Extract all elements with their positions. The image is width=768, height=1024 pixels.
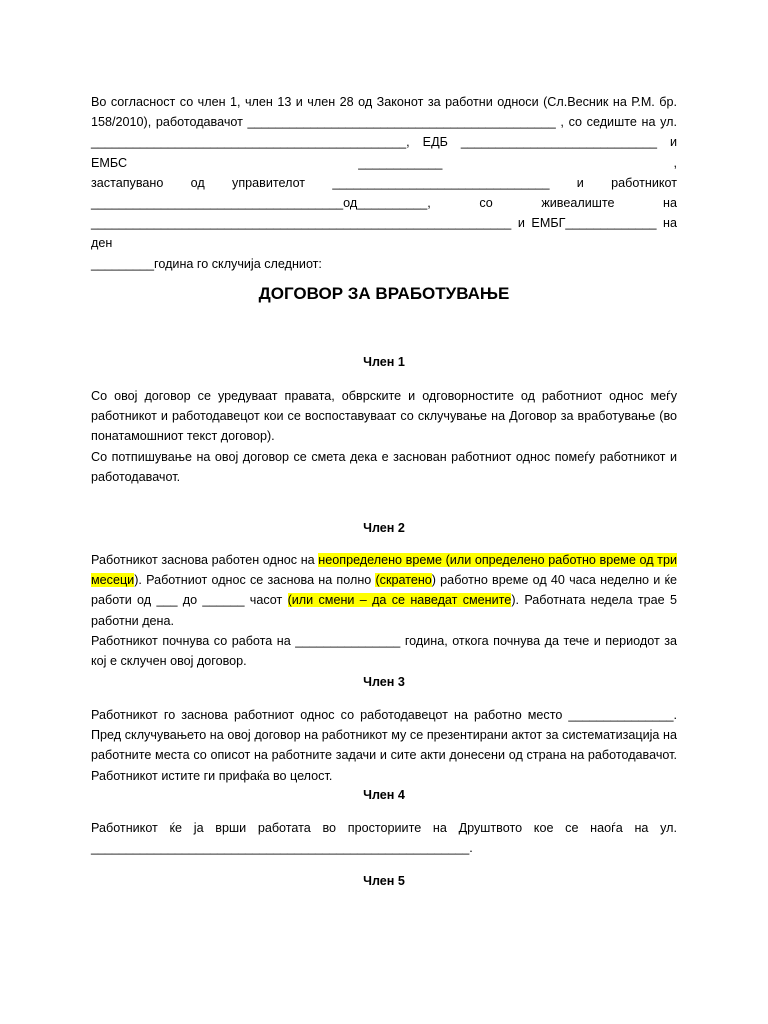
intro-line: застапувано од управителот _______________________________ и работникот bbox=[91, 175, 677, 190]
article-heading: Член 3 bbox=[363, 675, 405, 689]
document-title: ДОГОВОР ЗА ВРАБОТУВАЊЕ bbox=[258, 284, 510, 303]
intro-line: ____________________________________од__________, со живеалиште на bbox=[91, 196, 677, 211]
intro-line: ____________________________________________________________ и ЕМБГ_____________ на ден bbox=[91, 216, 677, 251]
article-2-text: ). Работната недела трае 5 работни дена. bbox=[91, 593, 677, 628]
article-2-text: ) работно време од 40 часа неделно и ќе работи од ___ до ______ часот bbox=[91, 573, 677, 608]
article-heading: Член 2 bbox=[363, 521, 405, 535]
article-3-paragraph: Работникот го заснова работниот однос со работодавецот на работно место _______________. Пред склучувањето на овој договор на работникот му се презентирани актот за систематизација на работните места со описот на работните задачи и сите акти донесени од страна на работодавачот. Работникот истите ги прифаќа во целост. bbox=[91, 708, 677, 783]
highlighted-text: (или смени – да се наведат смените bbox=[287, 593, 512, 608]
highlighted-text: (скратено bbox=[375, 573, 432, 588]
article-heading: Член 4 bbox=[363, 788, 405, 802]
intro-line: Во согласност со член 1, член 13 и член 28 од Законот за работни односи (Сл.Весник на Р.М. бр. bbox=[91, 95, 677, 109]
article-1-body bbox=[91, 386, 677, 487]
article-2-text: Работникот заснова работен однос на bbox=[91, 553, 319, 567]
article-1-paragraph: Со овој договор се уредуваат правата, обврските и одговорностите од работниот однос меѓу работникот и работодавецот кои се воспоставуваат со склучување на Договор за вработување (во понатамошниот текст договор). bbox=[91, 389, 677, 444]
highlighted-text: неопределено време (или определено работно време од три месеци bbox=[91, 553, 677, 588]
article-2-paragraph bbox=[91, 550, 677, 631]
intro-line: _________година го склучија следниот: bbox=[91, 256, 322, 271]
article-1-paragraph: Со потпишување на овој договор се смета дека е заснован работниот однос помеѓу работникот и работодавачот. bbox=[91, 449, 677, 484]
intro-line: _____________________________________________, ЕДБ ____________________________ и ЕМБС ____________ , bbox=[91, 135, 677, 170]
article-heading: Член 1 bbox=[363, 355, 405, 369]
article-4-paragraph: Работникот ќе ја врши работата во просториите на Друштвото кое се наоѓа на ул. ______________________________________________________. bbox=[91, 821, 677, 856]
article-4-body bbox=[91, 818, 677, 858]
intro-paragraph bbox=[91, 92, 677, 274]
intro-line: 158/2010), работодавачот ____________________________________________ , со седиште на ул. bbox=[91, 115, 677, 130]
contract-page bbox=[91, 0, 677, 1024]
article-3-body bbox=[91, 705, 677, 786]
article-2-text: ). Работниот однос се заснова на полно bbox=[134, 573, 376, 588]
article-2-body bbox=[91, 550, 677, 671]
article-heading: Член 5 bbox=[363, 874, 405, 888]
article-2-paragraph: Работникот почнува со работа на _______________ година, откога почнува да тече и периодот за кој е склучен овој договор. bbox=[91, 633, 677, 669]
